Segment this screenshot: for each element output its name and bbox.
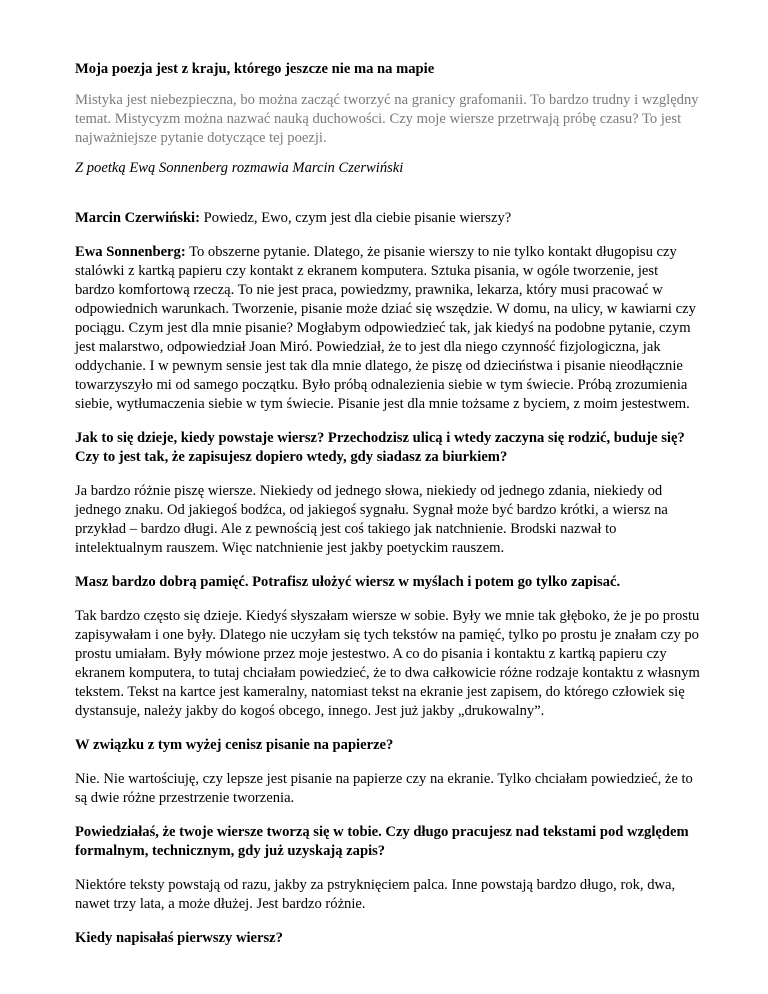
speaker-name: Marcin Czerwiński:: [75, 210, 200, 226]
interview-answer: Tak bardzo często się dzieje. Kiedyś słyszałam wiersze w sobie. Były we mnie tak głęboko, że je po prostu zapisywałam i one były. Dlatego nie uczyłam się tych tekstów na pamięć, tylko po prostu je znałam czy po prostu umiałam. Były mówione przez moje jestestwo. A co do pisania i kontaktu z kartką papieru czy ekranem komputera, to tutaj chciałam powiedzieć, że to dwa całkowicie różne rodzaje kontaktu z własnym tekstem. Tekst na kartce jest kameralny, natomiast tekst na ekranie jest zapisem, do którego człowiek się dystansuje, należy jakby do kogoś obcego, innego. Jest już jakby „drukowalny”.: [75, 608, 700, 719]
interview-paragraph: [75, 209, 700, 228]
paragraph-text: To obszerne pytanie. Dlatego, że pisanie wierszy to nie tylko kontakt długopisu czy stalówki z kartką papieru czy kontakt z ekranem komputera. Sztuka pisania, w ogóle tworzenie, jest bardzo komfortową rzeczą. To nie jest praca, powiedzmy, prawnika, lekarza, który musi pracować w odpowiednich warunkach. Tworzenie, pisanie może dziać się wszędzie. W domu, na ulicy, w kawiarni czy pociągu. Czym jest dla mnie pisanie? Mogłabym odpowiedzieć tak, jak kiedyś na podobne pytanie, czym jest malarstwo, odpowiedział Joan Miró. Powiedział, że to jest dla niego czynność fizjologiczna, jak oddychanie. I w pewnym sensie jest tak dla mnie dlatego, że piszę od dzieciństwa i pisanie nieodłącznie towarzyszyło mi od samego początku. Było próbą odnalezienia siebie w tym świecie. Próbą zrozumienia siebie, wytłumaczenia siebie w tym świecie. Pisanie jest dla mnie tożsame z byciem, z moim jestestwem.: [75, 244, 696, 412]
interview-question: Jak to się dzieje, kiedy powstaje wiersz? Przechodzisz ulicą i wtedy zaczyna się rodzić, buduje się? Czy to jest tak, że zapisujesz dopiero wtedy, gdy siadasz za biurkiem?: [75, 430, 685, 465]
interview-answer: Nie. Nie wartościuję, czy lepsze jest pisanie na papierze czy na ekranie. Tylko chciałam powiedzieć, że to są dwie różne przestrzenie tworzenia.: [75, 771, 693, 806]
document-page: [75, 60, 700, 963]
interview-question: Powiedziałaś, że twoje wiersze tworzą się w tobie. Czy długo pracujesz nad tekstami pod względem formalnym, technicznym, gdy już uzyskają zapis?: [75, 824, 689, 859]
paragraph-text: Powiedz, Ewo, czym jest dla ciebie pisanie wierszy?: [199, 210, 512, 226]
interview-question: W związku z tym wyżej cenisz pisanie na papierze?: [75, 737, 394, 753]
speaker-name: Ewa Sonnenberg:: [75, 244, 186, 260]
interview-question: Kiedy napisałaś pierwszy wiersz?: [75, 930, 283, 946]
interview-answer: Niektóre teksty powstają od razu, jakby za pstryknięciem palca. Inne powstają bardzo długo, rok, dwa, nawet trzy lata, a może dłużej. Jest bardzo różnie.: [75, 877, 676, 912]
interview-question: Masz bardzo dobrą pamięć. Potrafisz ułożyć wiersz w myślach i potem go tylko zapisać.: [75, 574, 621, 590]
article-lead: Mistyka jest niebezpieczna, bo można zacząć tworzyć na granicy grafomanii. To bardzo trudny i względny temat. Mistycyzm można nazwać nauką duchowości. Czy moje wiersze przetrwają próbę czasu? To jest najważniejsze pytanie dotyczące tej poezji.: [75, 92, 699, 146]
interview-paragraph: [75, 243, 700, 414]
interview-answer: Ja bardzo różnie piszę wiersze. Niekiedy od jednego słowa, niekiedy od jednego zdania, niekiedy od jednego znaku. Od jakiegoś bodźca, od jakiegoś sygnału. Sygnał może być bardzo krótki, a wiersz na przykład – bardzo długi. Ale z pewnością jest coś takiego jak natchnienie. Brodski nazwał to intelektualnym rauszem. Więc natchnienie jest jakby poetyckim rauszem.: [75, 483, 668, 556]
article-title: Moja poezja jest z kraju, którego jeszcze nie ma na mapie: [75, 61, 435, 77]
article-byline: Z poetką Ewą Sonnenberg rozmawia Marcin Czerwiński: [75, 160, 404, 176]
